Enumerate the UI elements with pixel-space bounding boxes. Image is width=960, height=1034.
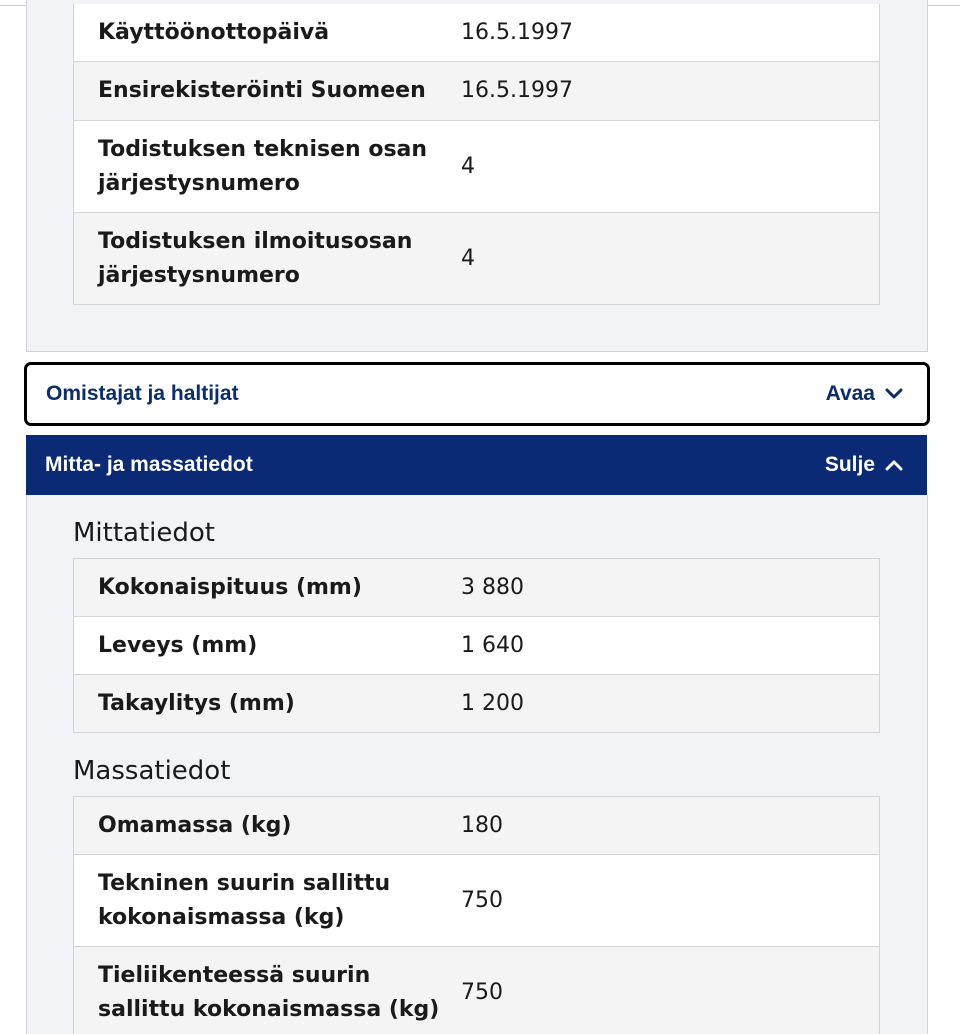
row-value: 1 640 <box>461 632 524 658</box>
row-label: Tekninen suurin sallittu kokonaismassa (kg) <box>98 870 391 930</box>
row-value: 180 <box>461 812 503 838</box>
table-row <box>73 947 880 1034</box>
owners-accordion-toggle[interactable] <box>24 362 930 426</box>
measurements-table <box>73 558 880 733</box>
owners-accordion-action[interactable] <box>826 382 903 406</box>
table-row <box>73 121 880 213</box>
row-label: Leveys (mm) <box>98 632 258 658</box>
row-value: 4 <box>461 245 475 271</box>
row-label: Kokonaispituus (mm) <box>98 574 362 600</box>
row-value: 16.5.1997 <box>461 19 573 45</box>
dimensions-accordion-title: Mitta- ja massatiedot <box>45 453 253 476</box>
table-row <box>73 558 880 617</box>
table-row <box>73 4 880 62</box>
table-row <box>73 62 880 121</box>
chevron-up-icon <box>885 459 903 471</box>
masses-table <box>73 796 880 1034</box>
dimensions-accordion-action[interactable] <box>825 453 903 477</box>
row-label: Omamassa (kg) <box>98 812 292 838</box>
row-label: Takaylitys (mm) <box>98 690 295 716</box>
table-row <box>73 855 880 947</box>
dimensions-accordion-action-label: Sulje <box>824 453 875 476</box>
owners-accordion-title: Omistajat ja haltijat <box>46 382 239 405</box>
chevron-down-icon <box>885 388 903 400</box>
row-value: 750 <box>461 979 503 1005</box>
table-row <box>73 675 880 733</box>
table-row <box>73 617 880 675</box>
table-row <box>73 796 880 855</box>
registration-table <box>73 4 880 305</box>
table-row <box>73 213 880 305</box>
dimensions-accordion-toggle[interactable] <box>26 435 927 495</box>
owners-accordion-action-label: Avaa <box>825 382 875 405</box>
row-label: Käyttöönottopäivä <box>98 19 330 45</box>
measurements-heading: Mittatiedot <box>73 518 215 548</box>
row-value: 16.5.1997 <box>461 78 573 103</box>
row-value: 1 200 <box>461 690 524 716</box>
row-label: Todistuksen ilmoitusosan järjestysnumero <box>98 228 413 288</box>
row-label: Tieliikenteessä suurin sallittu kokonaismassa (kg) <box>98 962 440 1022</box>
row-value: 3 880 <box>461 574 524 600</box>
row-value: 750 <box>461 887 503 913</box>
row-label: Todistuksen teknisen osan järjestysnumero <box>98 136 428 196</box>
masses-heading: Massatiedot <box>73 756 231 786</box>
row-label: Ensirekisteröinti Suomeen <box>98 78 426 103</box>
row-value: 4 <box>461 153 475 179</box>
